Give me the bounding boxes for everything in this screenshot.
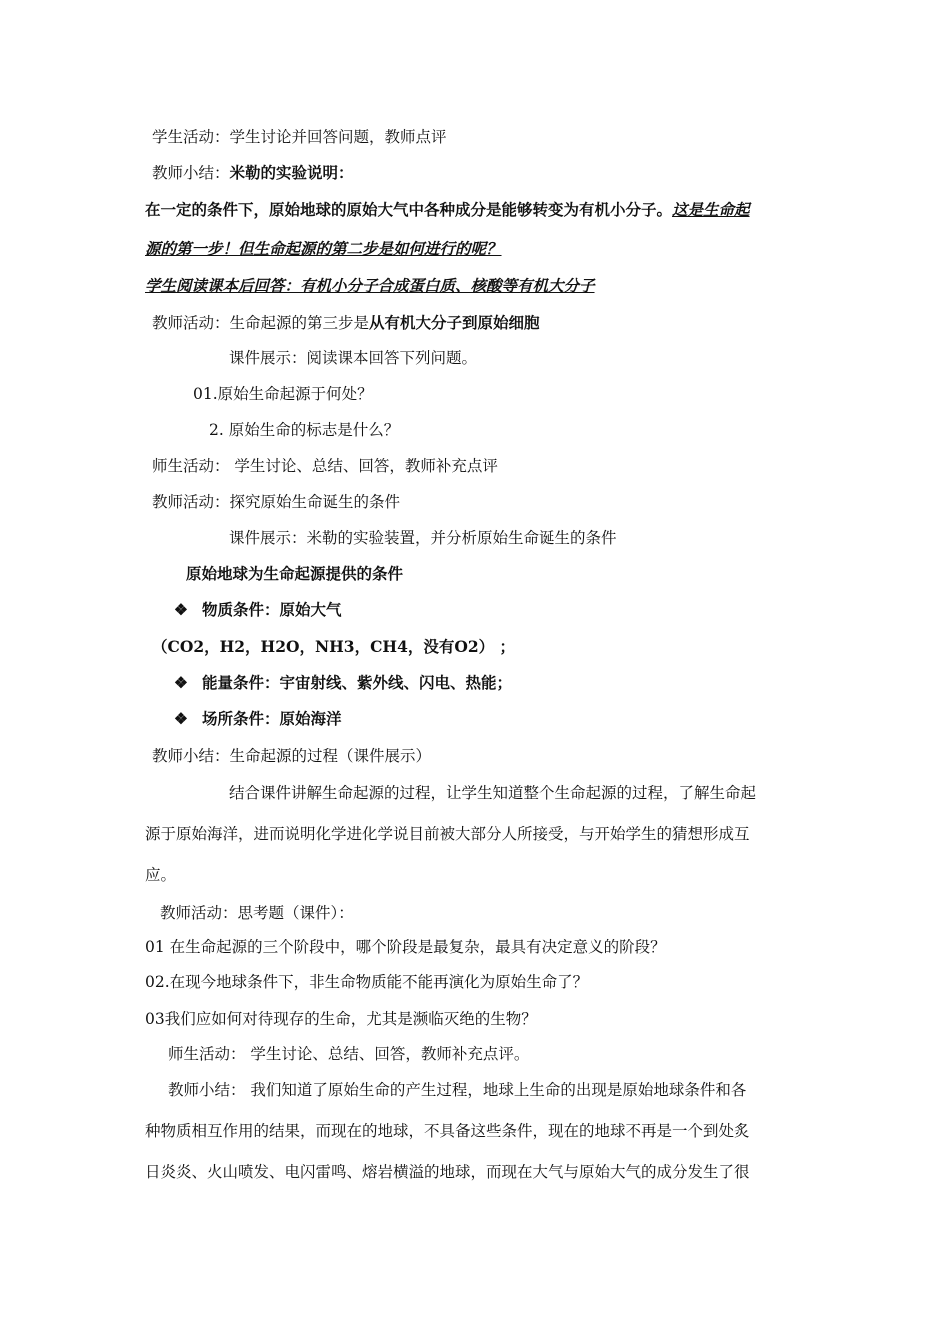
teacher-summary-miller-line <box>152 162 354 184</box>
summary-paragraph-line-1: 教师小结： 我们知道了原始生命的产生过程，地球上生命的出现是原始地球条件和各 <box>168 1081 747 1099</box>
teacher-summary-process-line: 教师小结：生命起源的过程（课件展示） <box>152 747 432 765</box>
question-1: 01.原始生命起源于何处？ <box>193 385 373 403</box>
location-condition-text: 场所条件：原始海洋 <box>202 709 342 728</box>
summary-paragraph-line-3: 日炎炎、火山喷发、电闪雷鸣、熔岩横溢的地球，而现在大气与原始大气的成分发生了很 <box>145 1163 750 1181</box>
think-question-3: 03我们应如何对待现存的生命，尤其是濒临灭绝的生物？ <box>145 1010 537 1028</box>
material-condition-text: 物质条件：原始大气 <box>202 600 342 619</box>
energy-condition-text: 能量条件：宇宙射线、紫外线、闪电、热能； <box>202 673 513 692</box>
bullet-icon: ❖ <box>174 600 188 619</box>
energy-condition-item <box>174 672 512 694</box>
teacher-student-activity-line: 师生活动： 学生讨论、总结、回答，教师补充点评 <box>152 457 498 475</box>
paragraph-1-line-1: 结合课件讲解生命起源的过程，让学生知道整个生命起源的过程，了解生命起 <box>229 784 757 802</box>
miller-conclusion-line <box>145 199 750 221</box>
teacher-student-activity-line-2: 师生活动： 学生讨论、总结、回答，教师补充点评。 <box>168 1045 530 1063</box>
bullet-icon: ❖ <box>174 673 188 692</box>
first-step-question-end: 源的第一步！但生命起源的第二步是如何进行的呢？ <box>145 239 502 258</box>
paragraph-1-line-3: 应。 <box>145 866 177 884</box>
student-activity-line: 学生活动：学生讨论并回答问题，教师点评 <box>152 128 447 146</box>
line-prefix: 教师小结： <box>152 164 230 182</box>
courseware-read-line: 课件展示：阅读课本回答下列问题。 <box>229 349 478 367</box>
teacher-activity-third-step <box>152 312 540 334</box>
student-reading-answer: 学生阅读课本后回答：有机小分子合成蛋白质、核酸等有机大分子 <box>145 276 595 295</box>
teacher-activity-questions-line: 教师活动：思考题（课件）： <box>160 904 354 922</box>
miller-conclusion-text: 在一定的条件下，原始地球的原始大气中各种成分是能够转变为有机小分子。 <box>145 200 673 219</box>
conditions-heading: 原始地球为生命起源提供的条件 <box>186 564 404 583</box>
miller-experiment-heading: 米勒的实验说明： <box>229 163 354 182</box>
location-condition-item <box>174 708 342 730</box>
material-condition-item <box>174 599 342 621</box>
line-prefix: 教师活动：生命起源的第三步是 <box>152 314 370 332</box>
atmosphere-composition-line: （CO2，H2，H2O，NH3，CH4，没有O2） ； <box>152 637 516 656</box>
courseware-miller-line: 课件展示：米勒的实验装置，并分析原始生命诞生的条件 <box>229 529 617 547</box>
bullet-icon: ❖ <box>174 709 188 728</box>
first-step-question-start: 这是生命起 <box>672 200 750 219</box>
summary-paragraph-line-2: 种物质相互作用的结果，而现在的地球，不具备这些条件，现在的地球不再是一个到处炙 <box>145 1122 750 1140</box>
third-step-bold: 从有机大分子到原始细胞 <box>369 313 540 332</box>
think-question-2: 02.在现今地球条件下，非生命物质能不能再演化为原始生命了？ <box>145 973 589 991</box>
teacher-activity-explore-line: 教师活动：探究原始生命诞生的条件 <box>152 493 401 511</box>
paragraph-1-line-2: 源于原始海洋，进而说明化学进化学说目前被大部分人所接受，与开始学生的猜想形成互 <box>145 825 750 843</box>
think-question-1: 01 在生命起源的三个阶段中，哪个阶段是最复杂，最具有决定意义的阶段？ <box>145 938 666 956</box>
question-2: 2. 原始生命的标志是什么？ <box>209 421 400 439</box>
